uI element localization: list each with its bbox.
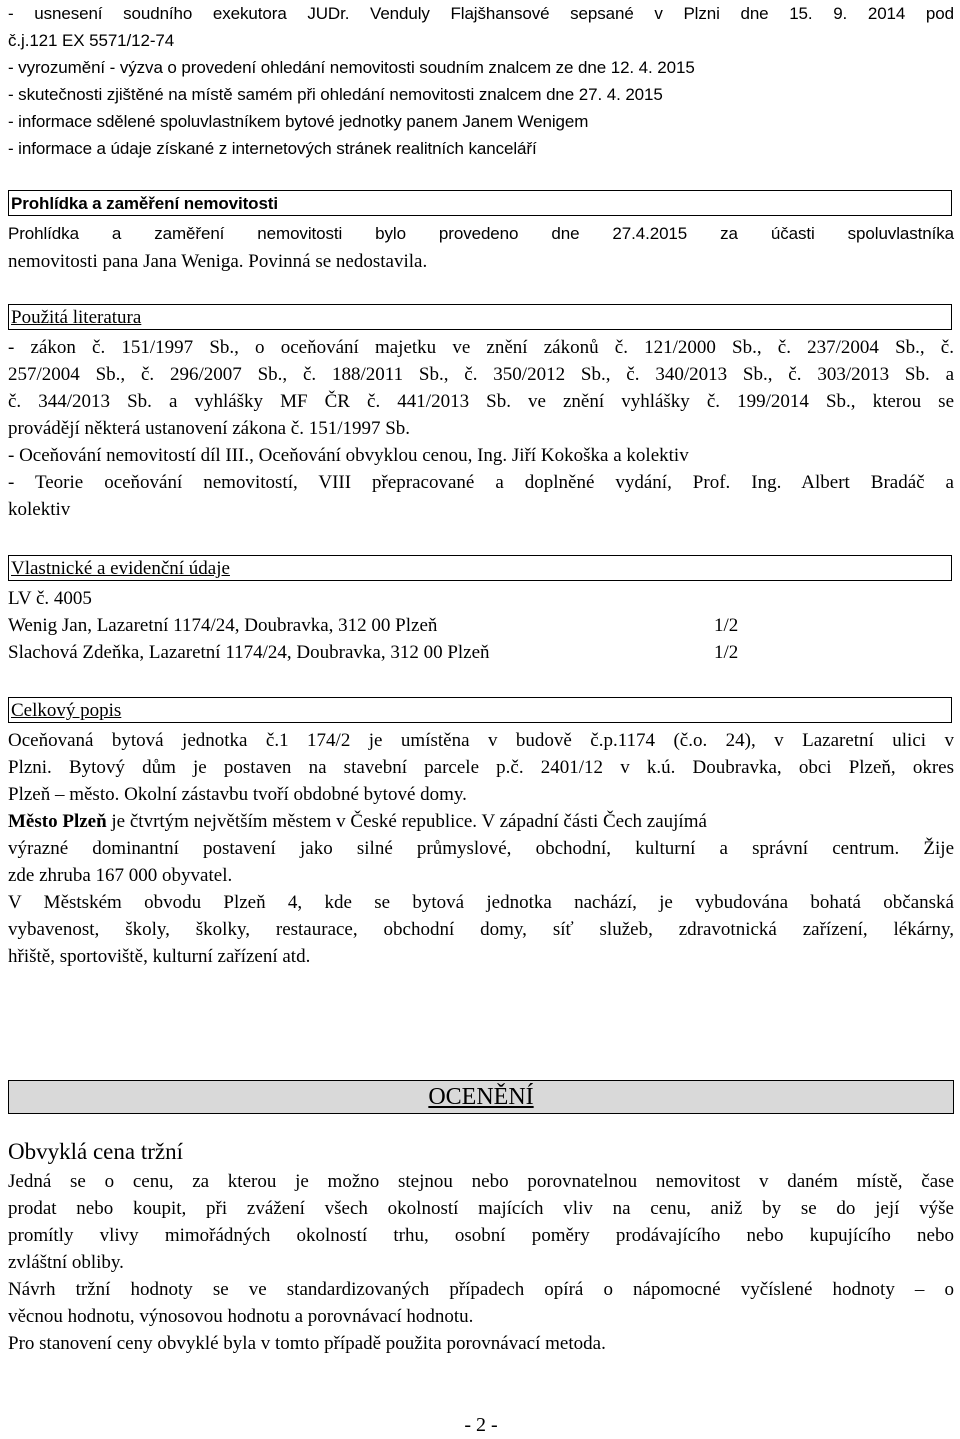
description-line-4 (8, 810, 954, 834)
inspection-line-1: Prohlídka a zaměření nemovitosti bylo provedeno dne 27.4.2015 za účasti spoluvlastníka (8, 224, 954, 243)
page-number: - 2 - (464, 1414, 498, 1436)
literature-line-5: - Oceňování nemovitostí díl III., Oceňování obvyklou cenou, Ing. Jiří Kokoška a kolektiv (8, 445, 689, 466)
market-line-7: Pro stanovení ceny obvyklé byla v tomto případě použita porovnávací metoda. (8, 1333, 606, 1354)
description-line-3: Plzeň – město. Okolní zástavbu tvoří obdobné bytové domy. (8, 784, 467, 805)
owner-share: 1/2 (714, 642, 739, 663)
intro-line-3: - vyrozumění - výzva o provedení ohledání nemovitosti soudním znalcem ze dne 12. 4. 2015 (8, 58, 695, 77)
section-heading-inspection: Prohlídka a zaměření nemovitosti (8, 190, 952, 216)
market-line-6: věcnou hodnotu, výnosovou hodnotu a porovnávací hodnotu. (8, 1306, 474, 1327)
intro-line-4: - skutečnosti zjištěné na místě samém při ohledání nemovitosti znalcem dne 27. 4. 2015 (8, 85, 663, 104)
literature-line-1: - zákon č. 151/1997 Sb., o oceňování majetku ve znění zákonů č. 121/2000 Sb., č. 237/2004 Sb., č. (8, 337, 954, 358)
description-line-1: Oceňovaná bytová jednotka č.1 174/2 je umístěna v budově č.p.1174 (č.o. 24), v Lazaretní ulici v (8, 730, 954, 751)
owner-row (8, 641, 954, 665)
owner-name: Wenig Jan, Lazaretní 1174/24, Doubravka, 312 00 Plzeň (8, 615, 438, 636)
intro-line-5: - informace sdělené spoluvlastníkem bytové jednotky panem Janem Wenigem (8, 112, 589, 131)
owner-row (8, 614, 954, 638)
valuation-title: OCENĚNÍ (428, 1084, 534, 1110)
market-line-1: Jedná se o cenu, za kterou je možno stejnou nebo porovnatelnou nemovitost v daném místě, čase (8, 1171, 954, 1192)
description-line-5: výrazné dominantní postavení jako silné průmyslové, obchodní, kulturní a správní centrum. Žije (8, 838, 954, 859)
owner-share: 1/2 (714, 615, 739, 636)
description-line-6: zde zhruba 167 000 obyvatel. (8, 865, 233, 886)
market-line-3: promítly vlivy mimořádných okolností trhu, osobní poměry prodávajícího nebo kupujícího nebo (8, 1225, 954, 1246)
city-name: Město Plzeň (8, 811, 107, 832)
section-heading-literature (8, 304, 952, 330)
literature-line-7: kolektiv (8, 499, 71, 520)
market-line-4: zvláštní obliby. (8, 1252, 124, 1273)
owner-name: Slachová Zdeňka, Lazaretní 1174/24, Doubravka, 312 00 Plzeň (8, 642, 490, 663)
inspection-line-2: nemovitosti pana Jana Weniga. Povinná se nedostavila. (8, 251, 428, 272)
lv-number: LV č. 4005 (8, 588, 92, 609)
literature-line-3: č. 344/2013 Sb. a vyhlášky MF ČR č. 441/2013 Sb. ve znění vyhlášky č. 199/2014 Sb., kterou se (8, 391, 954, 412)
description-line-8: vybavenost, školy, školky, restaurace, obchodní domy, síť služeb, zdravotnická zařízení, lékárny, (8, 919, 954, 940)
description-line-2: Plzni. Bytový dům je postaven na stavební parcele p.č. 2401/12 v k.ú. Doubravka, obci Plzeň, okres (8, 757, 954, 778)
description-line-9: hřiště, sportoviště, kulturní zařízení atd. (8, 946, 311, 967)
literature-line-2: 257/2004 Sb., č. 296/2007 Sb., č. 188/2011 Sb., č. 350/2012 Sb., č. 340/2013 Sb., č. 303/2013 Sb. a (8, 364, 954, 385)
market-price-title: Obvyklá cena tržní (8, 1139, 183, 1164)
literature-title: Použitá literatura (11, 307, 142, 328)
literature-line-4: provádějí některá ustanovení zákona č. 151/1997 Sb. (8, 418, 411, 439)
intro-line-6: - informace a údaje získané z internetových stránek realitních kanceláří (8, 139, 537, 158)
intro-line-2: č.j.121 EX 5571/12-74 (8, 31, 175, 50)
section-heading-description (8, 697, 952, 723)
intro-line-1: - usnesení soudního exekutora JUDr. Venduly Flajšhansové sepsané v Plzni dne 15. 9. 2014 pod (8, 4, 954, 23)
city-text: je čtvrtým největším městem v České republice. V západní části Čech zaujímá (106, 811, 707, 832)
market-line-5: Návrh tržní hodnoty se ve standardizovaných případech opírá o nápomocné vyčíslené hodnoty – o (8, 1279, 954, 1300)
description-title: Celkový popis (11, 700, 122, 721)
literature-line-6: - Teorie oceňování nemovitostí, VIII přepracované a doplněné vydání, Prof. Ing. Albert Bradáč a (8, 472, 954, 493)
ownership-title: Vlastnické a evidenční údaje (11, 558, 230, 579)
description-line-7: V Městském obvodu Plzeň 4, kde se bytová jednotka nachází, je vybudována bohatá občanská (8, 892, 954, 913)
market-line-2: prodat nebo koupit, při zvážení všech okolností majících vliv na cenu, aniž by se do její výše (8, 1198, 954, 1219)
section-heading-ownership (8, 555, 952, 581)
